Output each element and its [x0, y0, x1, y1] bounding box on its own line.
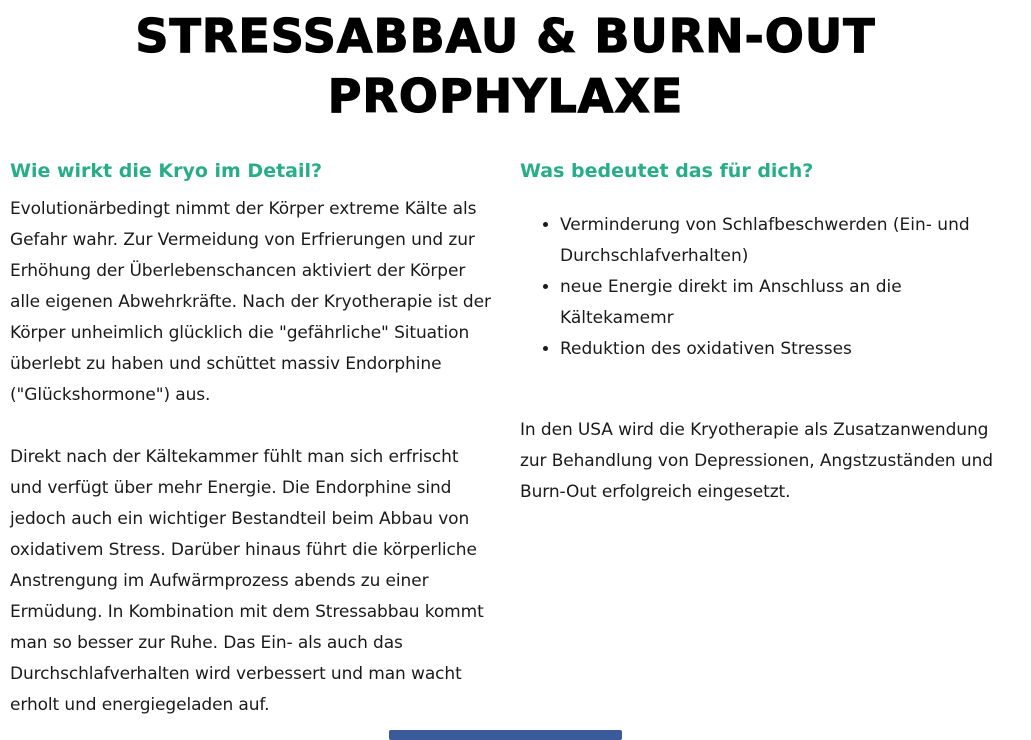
list-item: • Reduktion des oxidativen Stresses — [560, 334, 1010, 365]
list-item: • neue Energie direkt im Anschluss an die Kältekamemr — [560, 272, 1010, 334]
right-column — [520, 156, 1010, 508]
left-column — [10, 156, 495, 721]
benefits-list — [520, 210, 1010, 365]
list-item: • Verminderung von Schlafbeschwerden (Ein- und Durchschlafverhalten) — [560, 210, 1010, 272]
page-title — [0, 6, 1011, 126]
left-section-heading: Wie wirkt die Kryo im Detail? — [10, 160, 323, 182]
right-section-heading: Was bedeutet das für dich? — [520, 160, 814, 182]
left-paragraph-1: Evolutionärbedingt nimmt der Körper extreme Kälte als Gefahr wahr. Zur Vermeidung von Erfrierungen und zur Erhöhung der Überlebenschancen aktiviert der Körper alle eigenen Abwehrkräfte. Nach der Kryotherapie ist der Körper unheimlich glücklich die "gefährliche" Situation überlebt zu haben und schüttet massiv Endorphine ("Glückshormone") aus. — [10, 199, 491, 405]
page-title-line2: PROPHYLAXE — [327, 69, 684, 123]
cta-button[interactable] — [389, 730, 622, 740]
page-title-line1: STRESSABBAU & BURN-OUT — [135, 9, 876, 63]
left-paragraph-2: Direkt nach der Kältekammer fühlt man sich erfrischt und verfügt über mehr Energie. Die Endorphine sind jedoch auch ein wichtiger Bestandteil beim Abbau von oxidativem Stress. Darüber hinaus führt die körperliche Anstrengung im Aufwärmprozess abends zu einer Ermüdung. In Kombination mit dem Stressabbau kommt man so besser zur Ruhe. Das Ein- als auch das Durchschlafverhalten wird verbessert und man wacht erholt und energiegeladen auf. — [10, 447, 484, 715]
right-paragraph: In den USA wird die Kryotherapie als Zusatzanwendung zur Behandlung von Depressionen, Angstzuständen und Burn-Out erfolgreich eingesetzt. — [520, 420, 993, 502]
